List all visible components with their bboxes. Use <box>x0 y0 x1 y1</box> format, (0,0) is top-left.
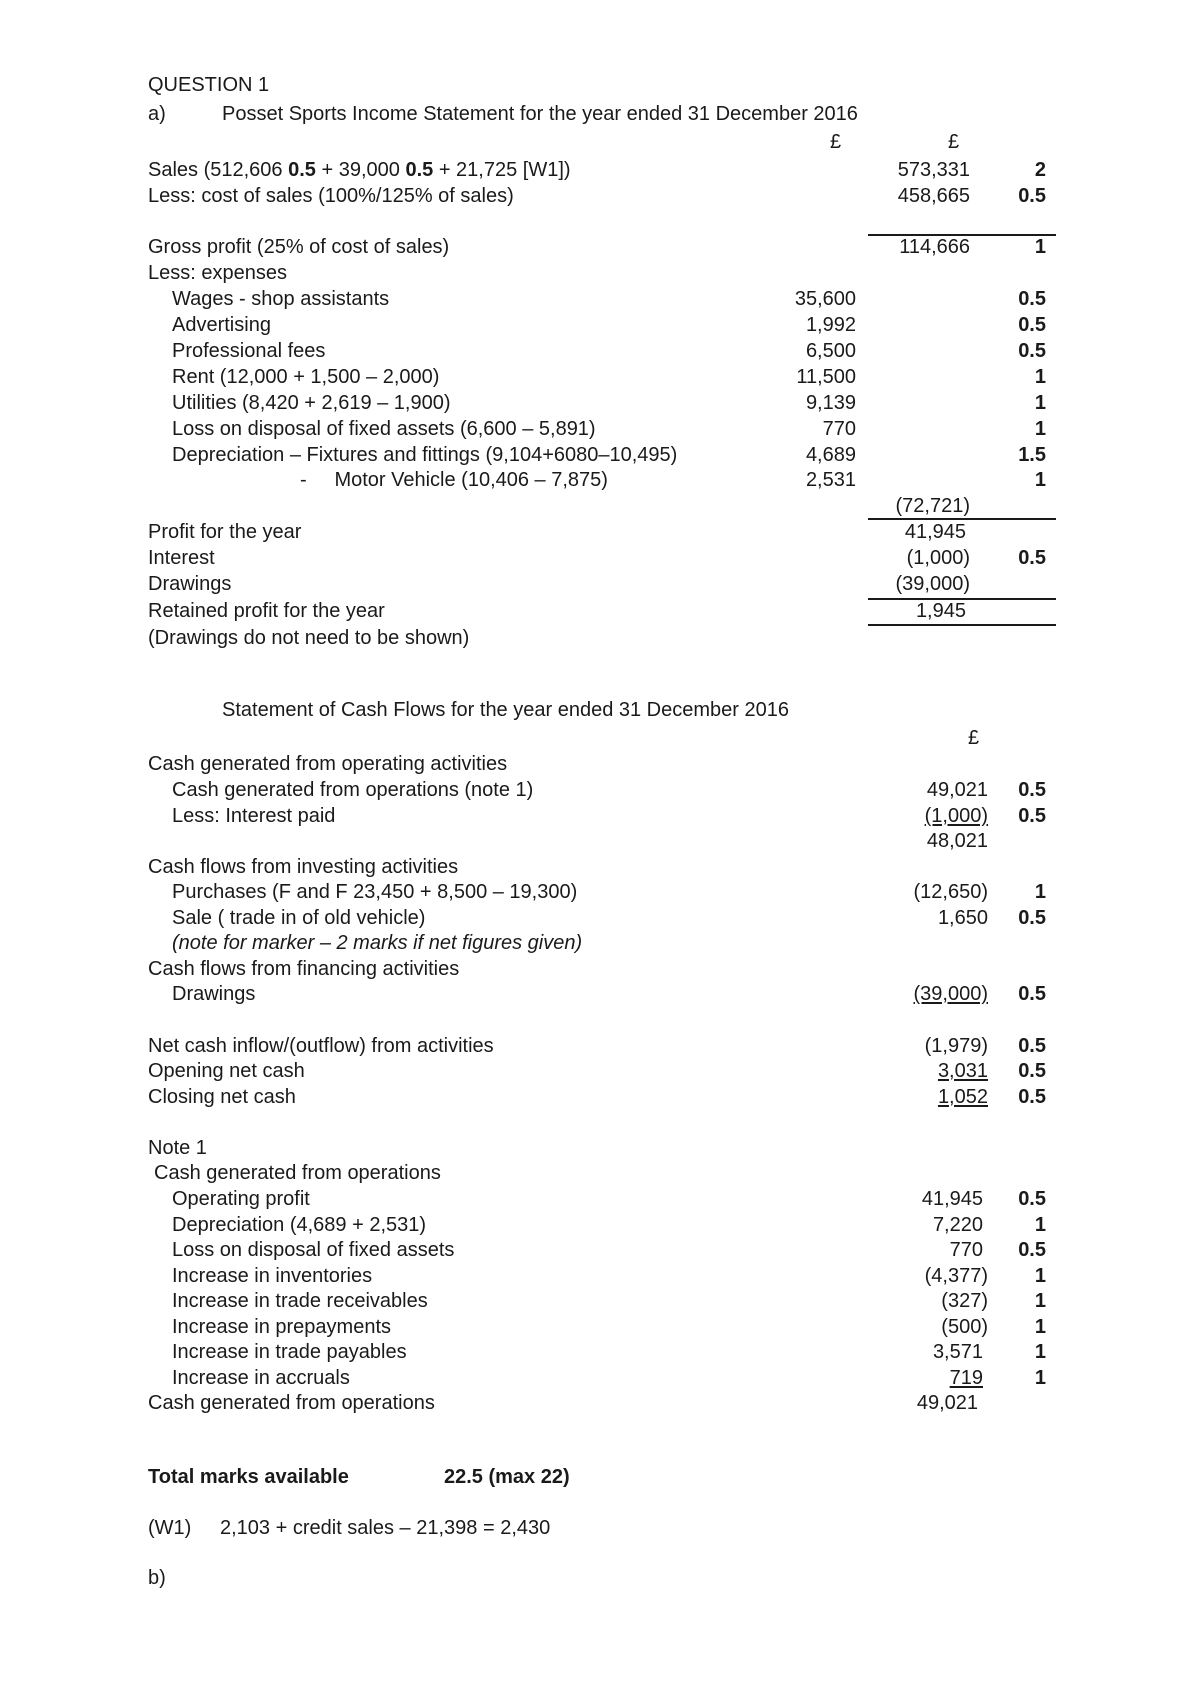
note1-label: Increase in trade payables <box>172 1341 407 1363</box>
mark: 1 <box>1034 1265 1046 1287</box>
financing-heading: Cash flows from financing activities <box>148 958 460 980</box>
cost-of-sales-label: Less: cost of sales (100%/125% of sales) <box>148 185 514 207</box>
closing-cash-value: 1,052 <box>937 1086 988 1108</box>
total-expenses-value: (72,721) <box>895 495 970 517</box>
operating-subtotal: 48,021 <box>926 830 988 852</box>
expense-label: Loss on disposal of fixed assets (6,600 – 5,891) <box>172 418 596 440</box>
income-statement-title: Posset Sports Income Statement for the year ended 31 December 2016 <box>222 103 858 125</box>
mark: 0.5 <box>1018 185 1046 207</box>
drawings-note: (Drawings do not need to be shown) <box>148 627 470 649</box>
drawings-value: (39,000) <box>895 573 970 595</box>
mark: 1 <box>1034 366 1046 388</box>
mark: 1 <box>1034 881 1046 903</box>
cashflow-title: Statement of Cash Flows for the year ended 31 December 2016 <box>222 699 789 721</box>
total-marks-label: Total marks available <box>148 1466 349 1488</box>
net-cash-value: (1,979) <box>924 1035 988 1057</box>
interest-paid-label: Less: Interest paid <box>172 805 336 827</box>
total-rule <box>868 624 1056 626</box>
purchases-value: (12,650) <box>913 881 988 903</box>
cost-of-sales-value: 458,665 <box>897 185 970 207</box>
cgo-label: Cash generated from operations (note 1) <box>172 779 534 801</box>
currency-symbol: £ <box>948 131 960 153</box>
sales-value: 573,331 <box>897 159 970 181</box>
note1-label: Increase in accruals <box>172 1367 350 1389</box>
part-b-label: b) <box>148 1567 166 1589</box>
gross-profit-label: Gross profit (25% of cost of sales) <box>148 236 450 258</box>
mark: 0.5 <box>1018 340 1046 362</box>
note1-value: 41,945 <box>921 1188 983 1210</box>
mark: 0.5 <box>1018 1060 1046 1082</box>
sales-label: Sales (512,606 0.5 + 39,000 0.5 + 21,725 [W1]) <box>148 159 571 181</box>
opening-cash-label: Opening net cash <box>148 1060 305 1082</box>
mark: 0.5 <box>1018 547 1046 569</box>
note1-label: Increase in trade receivables <box>172 1290 428 1312</box>
cgo-value: 49,021 <box>926 779 988 801</box>
closing-cash-label: Closing net cash <box>148 1086 296 1108</box>
question-heading: QUESTION 1 <box>148 74 270 96</box>
expense-value: 770 <box>822 418 856 440</box>
expense-value: 1,992 <box>805 314 856 336</box>
mark: 0.5 <box>1018 1239 1046 1261</box>
expense-value: 2,531 <box>805 469 856 491</box>
mark: 1 <box>1034 1367 1046 1389</box>
w1-label: (W1) <box>148 1517 192 1539</box>
expense-value: 6,500 <box>805 340 856 362</box>
mark: 2 <box>1034 159 1046 181</box>
mark: 0.5 <box>1018 314 1046 336</box>
mark: 1 <box>1034 1316 1046 1338</box>
sale-label: Sale ( trade in of old vehicle) <box>172 907 426 929</box>
note1-value: 7,220 <box>932 1214 983 1236</box>
interest-paid-value: (1,000) <box>924 805 988 827</box>
mark: 1 <box>1034 1341 1046 1363</box>
note1-value: 3,571 <box>932 1341 983 1363</box>
w1-text: 2,103 + credit sales – 21,398 = 2,430 <box>220 1517 551 1539</box>
cf-drawings-label: Drawings <box>172 983 256 1005</box>
note1-label: Loss on disposal of fixed assets <box>172 1239 455 1261</box>
operating-heading: Cash generated from operating activities <box>148 753 508 775</box>
note1-value: 770 <box>949 1239 983 1261</box>
gross-profit-value: 114,666 <box>899 236 970 258</box>
sale-value: 1,650 <box>937 907 988 929</box>
total-marks-value: 22.5 (max 22) <box>444 1466 570 1488</box>
profit-label: Profit for the year <box>148 521 302 543</box>
investing-heading: Cash flows from investing activities <box>148 856 459 878</box>
note1-value: (500) <box>941 1316 988 1338</box>
note1-value: 719 <box>949 1367 983 1389</box>
expense-label: Professional fees <box>172 340 326 362</box>
expense-label: - Motor Vehicle (10,406 – 7,875) <box>300 469 608 491</box>
note1-total-label: Cash generated from operations <box>148 1392 435 1414</box>
mark: 1.5 <box>1018 444 1046 466</box>
interest-label: Interest <box>148 547 215 569</box>
cf-drawings-value: (39,000) <box>913 983 988 1005</box>
mark: 1 <box>1034 1214 1046 1236</box>
mark: 1 <box>1034 1290 1046 1312</box>
note1-value: (327) <box>941 1290 988 1312</box>
currency-symbol: £ <box>968 727 980 749</box>
profit-value: 41,945 <box>904 521 966 543</box>
opening-cash-value: 3,031 <box>937 1060 988 1082</box>
mark: 0.5 <box>1018 907 1046 929</box>
expense-label: Utilities (8,420 + 2,619 – 1,900) <box>172 392 451 414</box>
note1-label: Increase in inventories <box>172 1265 373 1287</box>
mark: 1 <box>1034 418 1046 440</box>
net-cash-label: Net cash inflow/(outflow) from activities <box>148 1035 494 1057</box>
expense-label: Wages - shop assistants <box>172 288 390 310</box>
mark: 0.5 <box>1018 805 1046 827</box>
currency-symbol: £ <box>830 131 842 153</box>
note1-label: Depreciation (4,689 + 2,531) <box>172 1214 427 1236</box>
expense-label: Rent (12,000 + 1,500 – 2,000) <box>172 366 440 388</box>
expense-label: Advertising <box>172 314 271 336</box>
mark: 0.5 <box>1018 1188 1046 1210</box>
interest-value: (1,000) <box>906 547 970 569</box>
part-a-label: a) <box>148 103 166 125</box>
note1-total-value: 49,021 <box>916 1392 978 1414</box>
mark: 0.5 <box>1018 1035 1046 1057</box>
mark: 1 <box>1034 469 1046 491</box>
less-expenses-label: Less: expenses <box>148 262 287 284</box>
mark: 0.5 <box>1018 1086 1046 1108</box>
expense-value: 4,689 <box>805 444 856 466</box>
purchases-label: Purchases (F and F 23,450 + 8,500 – 19,300) <box>172 881 578 903</box>
mark: 0.5 <box>1018 983 1046 1005</box>
drawings-label: Drawings <box>148 573 232 595</box>
note1-heading: Note 1 <box>148 1137 207 1159</box>
expense-value: 35,600 <box>794 288 856 310</box>
marker-note: (note for marker – 2 marks if net figures given) <box>172 932 583 954</box>
note1-label: Increase in prepayments <box>172 1316 392 1338</box>
mark: 0.5 <box>1018 288 1046 310</box>
note1-value: (4,377) <box>924 1265 988 1287</box>
note1-label: Operating profit <box>172 1188 310 1210</box>
note1-subheading: Cash generated from operations <box>154 1162 441 1184</box>
expense-value: 9,139 <box>805 392 856 414</box>
mark: 1 <box>1034 236 1046 258</box>
expense-value: 11,500 <box>796 366 856 388</box>
expense-label: Depreciation – Fixtures and fittings (9,104+6080–10,495) <box>172 444 678 466</box>
retained-profit-value: 1,945 <box>915 600 966 622</box>
mark: 0.5 <box>1018 779 1046 801</box>
retained-profit-label: Retained profit for the year <box>148 600 385 622</box>
mark: 1 <box>1034 392 1046 414</box>
